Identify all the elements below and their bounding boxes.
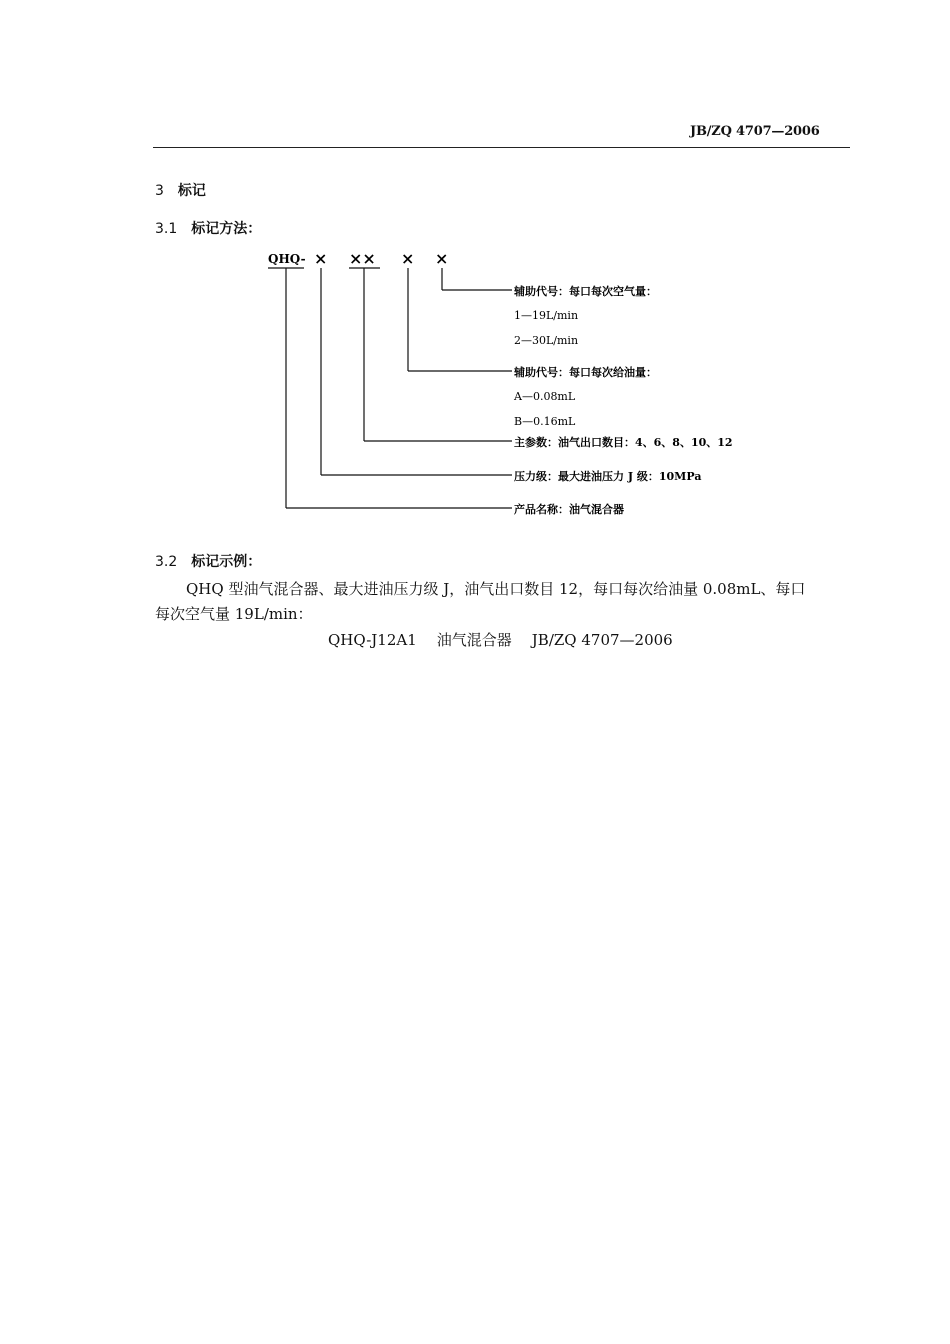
air-placeholder: × xyxy=(435,249,449,268)
example-standard: JB/ZQ 4707—2006 xyxy=(531,631,673,649)
section-3-title: 标记 xyxy=(177,183,206,199)
air-option-2: 2—30L/min xyxy=(514,334,579,347)
pressure-placeholder: × xyxy=(314,249,328,268)
oil-option-2: B—0.16mL xyxy=(514,415,576,428)
example-marking xyxy=(328,629,693,650)
section-3-2-number: 3.2 xyxy=(155,554,178,570)
oil-placeholder: × xyxy=(401,249,415,268)
example-description-line-1: QHQ 型油气混合器、最大进油压力级 J，油气出口数目 12，每口每次给油量 0.08mL、每口 xyxy=(186,580,806,598)
example-code: QHQ-J12A1 xyxy=(328,631,417,649)
section-3-number: 3 xyxy=(155,183,164,199)
pressure-label: 压力级：最大进油压力 J 级：10MPa xyxy=(514,470,702,483)
standard-code: JB/ZQ 4707—2006 xyxy=(690,124,820,139)
main-param-placeholder: ×× xyxy=(349,249,376,268)
code-prefix: QHQ- xyxy=(268,252,306,266)
product-name-label: 产品名称：油气混合器 xyxy=(514,503,624,516)
example-description-line-2: 每次空气量 19L/min： xyxy=(155,605,313,623)
marking-diagram xyxy=(0,0,950,560)
section-3-1-title: 标记方法： xyxy=(191,221,262,237)
main-param-label: 主参数：油气出口数目：4、6、8、10、12 xyxy=(514,436,733,449)
section-3-1-number: 3.1 xyxy=(155,221,178,237)
air-label: 辅助代号：每口每次空气量： xyxy=(514,285,657,298)
oil-option-1: A—0.08mL xyxy=(514,390,576,403)
air-option-1: 1—19L/min xyxy=(514,309,579,322)
section-3-2-title: 标记示例： xyxy=(191,554,262,570)
example-name: 油气混合器 xyxy=(436,631,512,649)
section-3-2-heading xyxy=(155,551,261,571)
oil-label: 辅助代号：每口每次给油量： xyxy=(514,366,657,379)
